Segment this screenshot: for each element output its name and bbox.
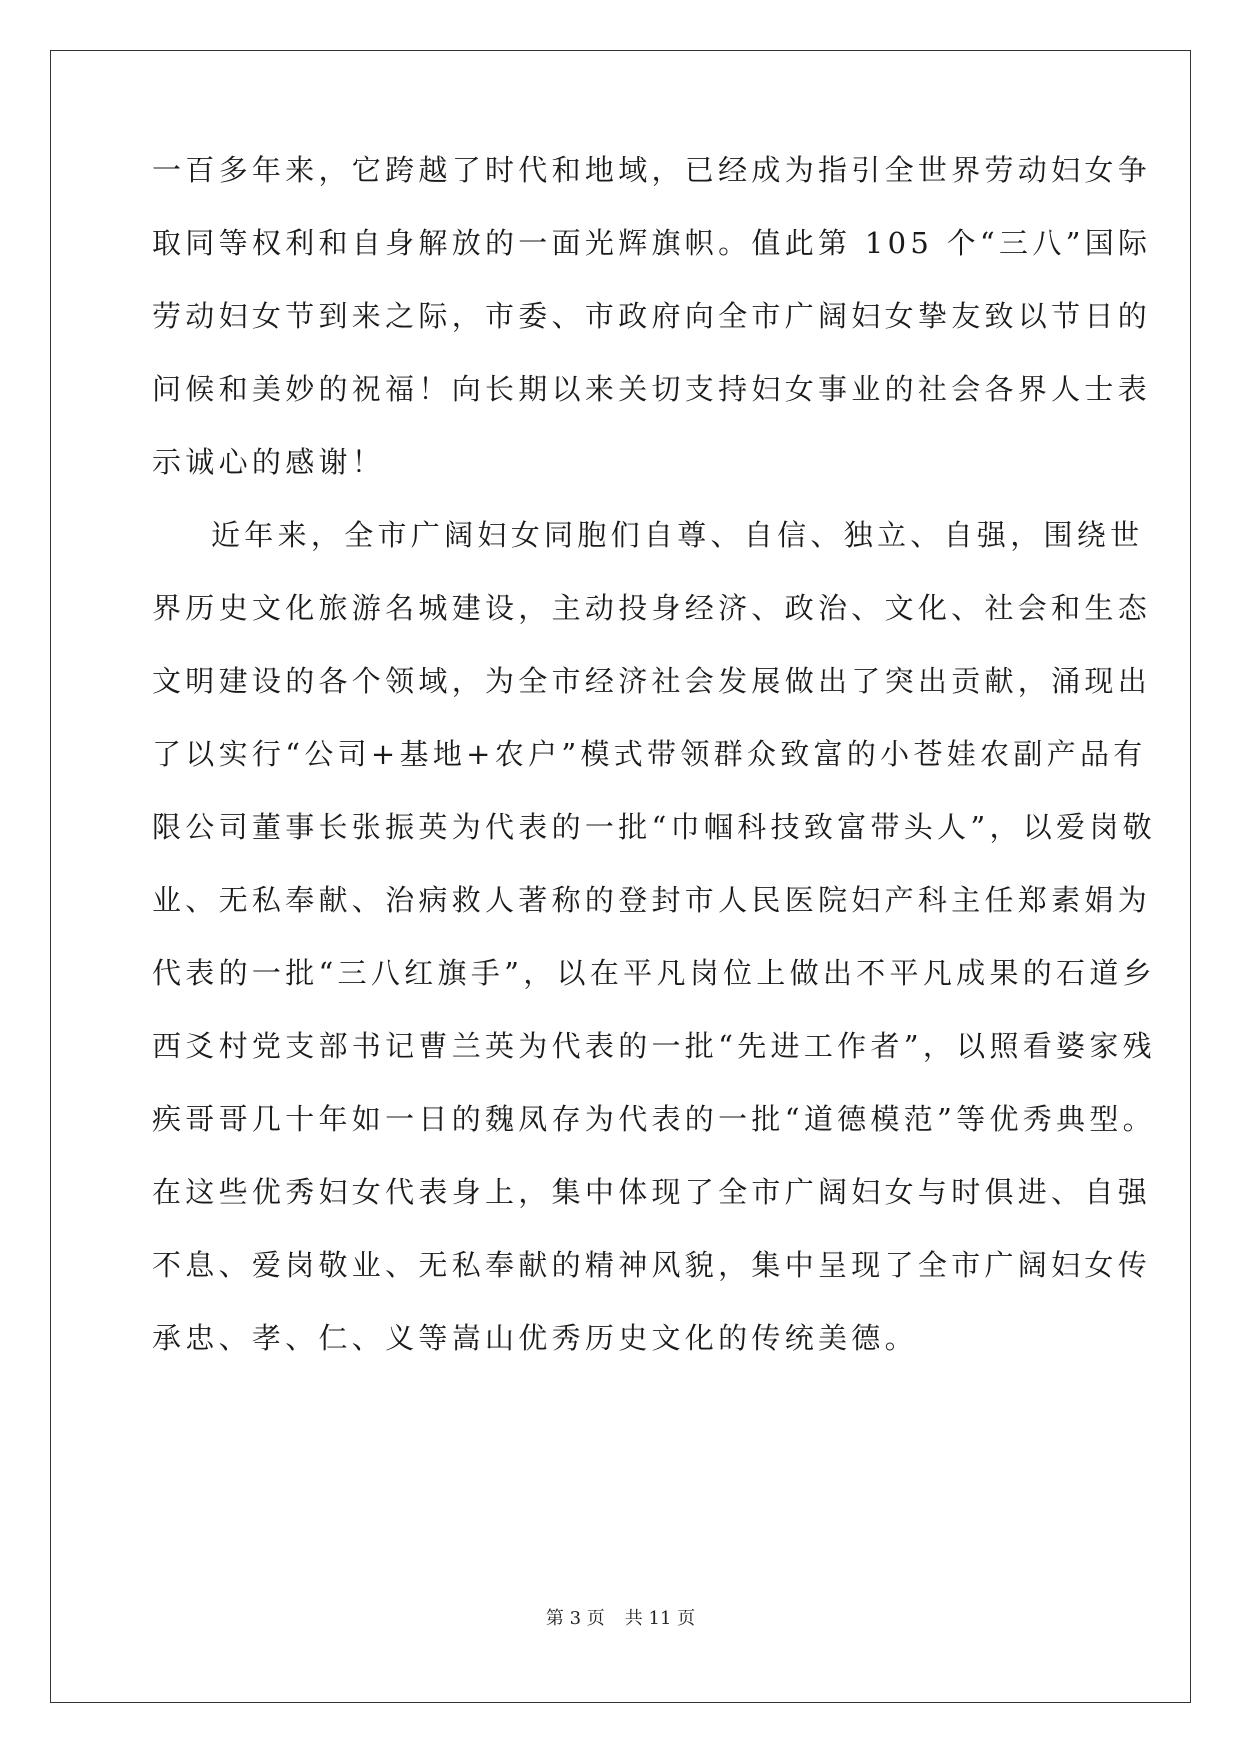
- page-footer: [0, 1607, 1241, 1631]
- total-pages: 共 11 页: [624, 1608, 696, 1629]
- paragraph-2-line-2: 界历史文化旅游名城建设，主动投身经济、政治、文化、社会和生态: [152, 591, 1152, 625]
- paragraph-1-line-5: 示诚心的感谢！: [152, 445, 386, 479]
- paragraph-2-line-6: 业、无私奉献、治病救人著称的登封市人民医院妇产科主任郑素娟为: [152, 883, 1152, 917]
- paragraph-2-line-11: 不息、爱岗敬业、无私奉献的精神风貌，集中呈现了全市广阔妇女传: [152, 1248, 1152, 1282]
- paragraph-2-line-4: 了以实行“公司+基地+农户”模式带领群众致富的小苍娃农副产品有: [152, 737, 1147, 771]
- page-number: 第 3 页: [545, 1608, 605, 1629]
- paragraph-2-line-5: 限公司董事长张振英为代表的一批“巾帼科技致富带头人”，以爱岗敬: [152, 810, 1156, 844]
- paragraph-2-line-3: 文明建设的各个领域，为全市经济社会发展做出了突出贡献，涌现出: [152, 664, 1152, 698]
- paragraph-1-line-3: 劳动妇女节到来之际，市委、市政府向全市广阔妇女挚友致以节日的: [152, 299, 1152, 333]
- paragraph-1-line-1: 一百多年来，它跨越了时代和地域，已经成为指引全世界劳动妇女争: [152, 153, 1152, 187]
- paragraph-2-line-10: 在这些优秀妇女代表身上，集中体现了全市广阔妇女与时俱进、自强: [152, 1175, 1152, 1209]
- paragraph-2-line-7: 代表的一批“三八红旗手”，以在平凡岗位上做出不平凡成果的石道乡: [152, 956, 1156, 990]
- paragraph-2-line-8: 西爻村党支部书记曹兰英为代表的一批“先进工作者”，以照看婆家残: [152, 1029, 1156, 1063]
- paragraph-2-line-1: 近年来，全市广阔妇女同胞们自尊、自信、独立、自强，围绕世: [211, 518, 1144, 552]
- paragraph-2-line-12: 承忠、孝、仁、义等嵩山优秀历史文化的传统美德。: [152, 1321, 918, 1355]
- paragraph-1-line-2: 取同等权利和自身解放的一面光辉旗帜。值此第 105 个“三八”国际: [152, 226, 1152, 260]
- paragraph-1-line-4: 问候和美妙的祝福！向长期以来关切支持妇女事业的社会各界人士表: [152, 372, 1152, 406]
- paragraph-2-line-9: 疾哥哥几十年如一日的魏凤存为代表的一批“道德模范”等优秀典型。: [152, 1102, 1156, 1136]
